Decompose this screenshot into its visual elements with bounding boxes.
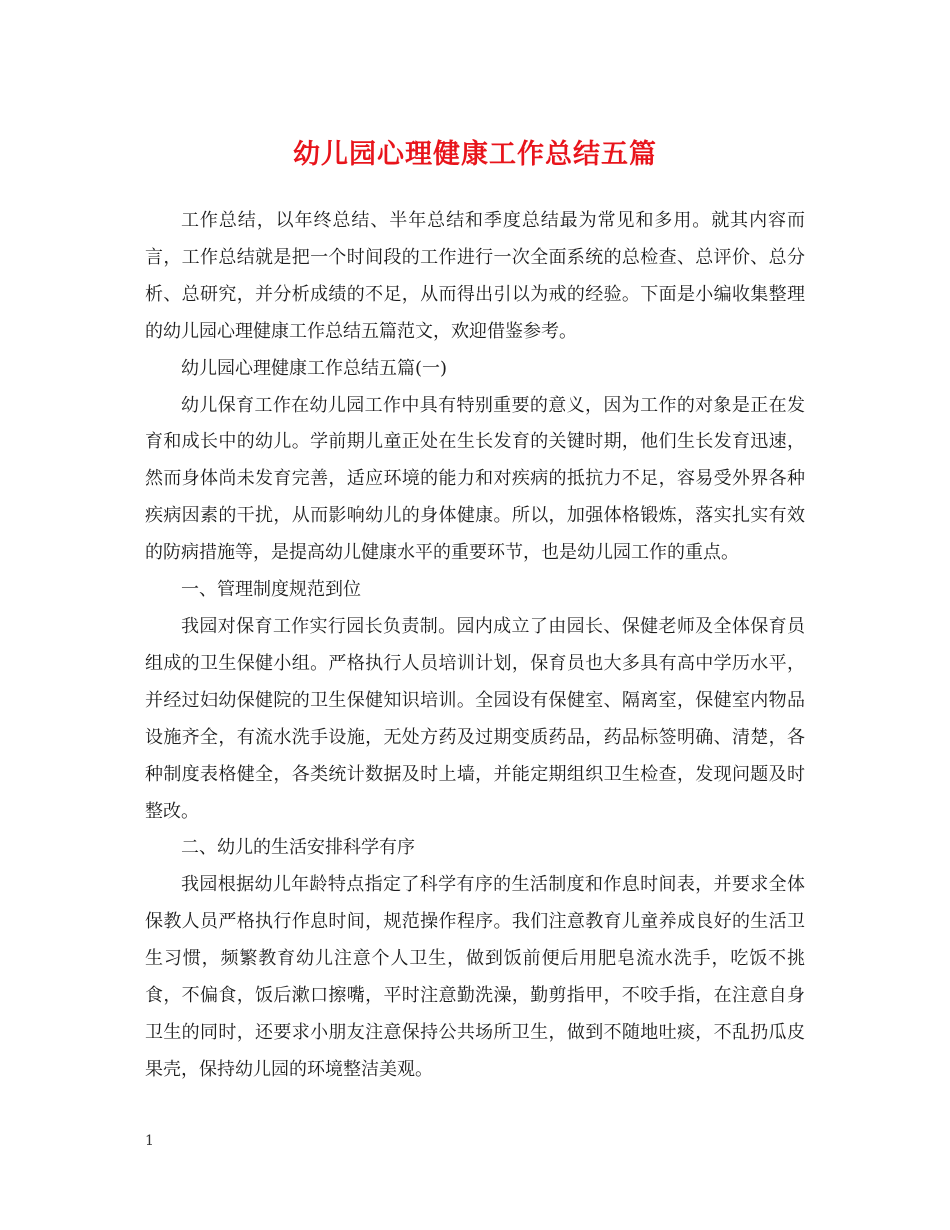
body-paragraph: 我园对保育工作实行园长负责制。园内成立了由园长、保健老师及全体保育员组成的卫生保健小组。严格执行人员培训计划，保育员也大多具有高中学历水平，并经过妇幼保健院的卫生保健知识培训。全园设有保健室、隔离室，保健室内物品设施齐全，有流水洗手设施，无处方药及过期变质药品，药品标签明确、清楚，各种制度表格健全，各类统计数据及时上墙，并能定期组织卫生检查，发现问题及时整改。 [145, 615, 805, 822]
subheading-daily-schedule: 二、幼儿的生活安排科学有序 [181, 837, 415, 859]
document-body [145, 203, 805, 1089]
body-paragraph: 我园根据幼儿年龄特点指定了科学有序的生活制度和作息时间表，并要求全体保教人员严格执行作息时间，规范操作程序。我们注意教育儿童养成良好的生活卫生习惯，频繁教育幼儿注意个人卫生，做到饭前便后用肥皂流水洗手，吃饭不挑食，不偏食，饭后漱口擦嘴，平时注意勤洗澡，勤剪指甲，不咬手指，在注意自身卫生的同时，还要求小朋友注意保持公共场所卫生，做到不随地吐痰，不乱扔瓜皮果壳，保持幼儿园的环境整洁美观。 [145, 874, 805, 1080]
body-paragraph: 幼儿保育工作在幼儿园工作中具有特别重要的意义，因为工作的对象是正在发育和成长中的幼儿。学前期儿童正处在生长发育的关键时期，他们生长发育迅速，然而身体尚未发育完善，适应环境的能力和对疾病的抵抗力不足，容易受外界各种疾病因素的干扰，从而影响幼儿的身体健康。所以，加强体格锻炼，落实扎实有效的防病措施等，是提高幼儿健康水平的重要环节，也是幼儿园工作的重点。 [145, 394, 805, 564]
intro-paragraph: 工作总结，以年终总结、半年总结和季度总结最为常见和多用。就其内容而言，工作总结就是把一个时间段的工作进行一次全面系统的总检查、总评价、总分析、总研究，并分析成绩的不足，从而得出引以为戒的经验。下面是小编收集整理的幼儿园心理健康工作总结五篇范文，欢迎借鉴参考。 [145, 210, 805, 342]
subheading-management: 一、管理制度规范到位 [181, 579, 361, 601]
document-title: 幼儿园心理健康工作总结五篇 [293, 139, 657, 170]
section-heading-part-one: 幼儿园心理健康工作总结五篇(一) [181, 357, 448, 379]
page-number: 1 [145, 1133, 154, 1149]
